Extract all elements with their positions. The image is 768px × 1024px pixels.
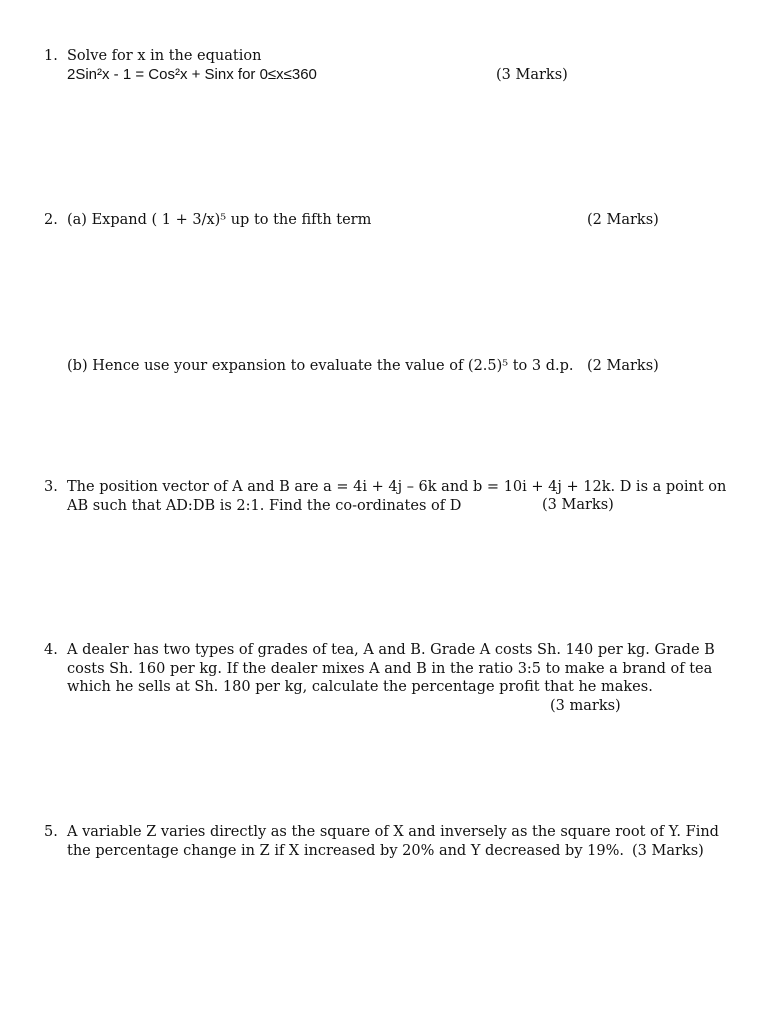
question-text: [67, 478, 726, 515]
question-number: 5.: [44, 824, 58, 840]
question-line: the percentage change in Z if X increased by 20% and Y decreased by 19%.: [67, 842, 624, 859]
question-text: [67, 47, 317, 84]
marks-label: (2 Marks): [587, 212, 659, 228]
question-part-a: (a) Expand ( 1 + 3/x)⁵ up to the fifth term: [67, 212, 372, 228]
question-line: which he sells at Sh. 180 per kg, calculate the percentage profit that he makes.: [67, 679, 653, 695]
question-line: AB such that AD:DB is 2:1. Find the co-ordinates of D: [67, 497, 462, 514]
question-line: A dealer has two types of grades of tea, A and B. Grade A costs Sh. 140 per kg. Grade B: [67, 642, 715, 658]
question-number: 3.: [44, 479, 58, 495]
marks-label: (3 Marks): [542, 497, 614, 513]
marks-label: (3 Marks): [632, 843, 704, 859]
question-text: [67, 641, 715, 697]
question-text: [67, 823, 719, 860]
question-line: Solve for x in the equation: [67, 48, 262, 64]
marks-label: (3 marks): [550, 698, 621, 714]
question-line: costs Sh. 160 per kg. If the dealer mixes A and B in the ratio 3:5 to make a brand of tea: [67, 660, 713, 677]
marks-label: (3 Marks): [496, 67, 568, 83]
equation-line: 2Sin²x - 1 = Cos²x + Sinx for 0≤x≤360: [67, 65, 317, 83]
question-line: A variable Z varies directly as the square of X and inversely as the square root of Y. Find: [67, 824, 719, 840]
question-line: The position vector of A and B are a = 4i + 4j – 6k and b = 10i + 4j + 12k. D is a point on: [67, 479, 727, 495]
question-number: 2.: [44, 212, 58, 228]
question-number: 4.: [44, 642, 58, 658]
question-part-b: (b) Hence use your expansion to evaluate the value of (2.5)⁵ to 3 d.p.: [67, 358, 574, 374]
question-number: 1.: [44, 48, 58, 64]
marks-label: (2 Marks): [587, 358, 659, 374]
